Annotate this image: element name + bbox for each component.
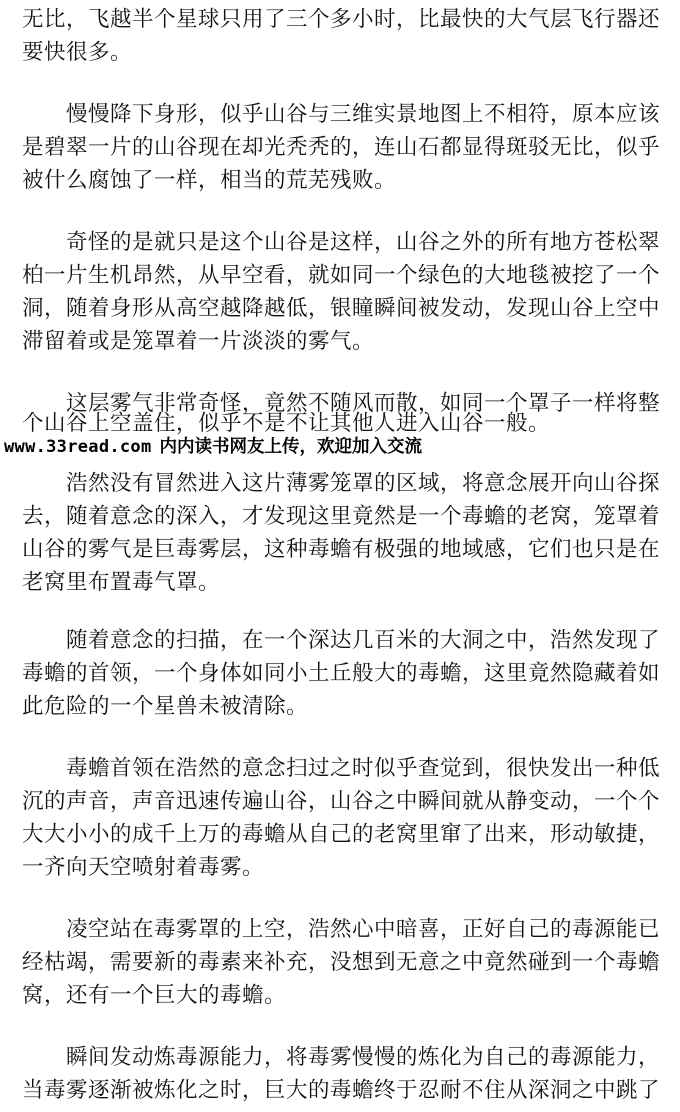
text-line: 要快很多。 <box>22 40 133 65</box>
text-line: 老窝里布置毒气罩。 <box>22 570 221 595</box>
text-line: 毒蟾首领在浩然的意念扫过之时似乎查觉到，很快发出一种低 <box>66 756 661 781</box>
text-line: 此危险的一个星兽未被清除。 <box>22 694 309 719</box>
text-line: 奇怪的是就只是这个山谷是这样，山谷之外的所有地方苍松翠 <box>66 230 661 255</box>
text-line: 瞬间发动炼毒源能力，将毒雾慢慢的炼化为自己的毒源能力， <box>66 1045 661 1070</box>
text-line: 洞，随着身形从高空越降越低，银瞳瞬间被发动，发现山谷上空中 <box>22 296 661 321</box>
text-line: 随着意念的扫描，在一个深达几百米的大洞之中，浩然发现了 <box>66 628 661 653</box>
text-line: 凌空站在毒雾罩的上空，浩然心中暗喜，正好自己的毒源能已 <box>66 917 661 942</box>
text-line: 滞留着或是笼罩着一片淡淡的雾气。 <box>22 329 375 354</box>
text-line: 慢慢降下身形，似乎山谷与三维实景地图上不相符，原本应该 <box>66 102 661 127</box>
text-line: 大大小小的成千上万的毒蟾从自己的老窝里窜了出来，形动敏捷， <box>22 822 661 847</box>
text-line: 窝，还有一个巨大的毒蟾。 <box>22 983 287 1008</box>
watermark-url: www.33read.com <box>4 437 152 457</box>
text-line: 山谷的雾气是巨毒雾层，这种毒蟾有极强的地域感，它们也只是在 <box>22 537 661 562</box>
text-line: 去，随着意念的深入，才发现这里竟然是一个毒蟾的老窝，笼罩着 <box>22 504 661 529</box>
text-line: 一齐向天空喷射着毒雾。 <box>22 855 265 880</box>
site-watermark <box>4 433 422 459</box>
text-line: 个山谷上空盖住，似乎不是不让其他人进入山谷一般。 <box>22 411 551 436</box>
text-line: 浩然没有冒然进入这片薄雾笼罩的区域，将意念展开向山谷探 <box>66 471 661 496</box>
text-line: 被什么腐蚀了一样，相当的荒芜残败。 <box>22 168 397 193</box>
text-line: 是碧翠一片的山谷现在却光秃秃的，连山石都显得斑驳无比，似乎 <box>22 135 661 160</box>
text-line: 当毒雾逐渐被炼化之时，巨大的毒蟾终于忍耐不住从深洞之中跳了 <box>22 1078 661 1103</box>
text-line: 柏一片生机昂然，从早空看，就如同一个绿色的大地毯被挖了一个 <box>22 263 661 288</box>
text-line: 无比，飞越半个星球只用了三个多小时，比最快的大气层飞行器还 <box>22 7 661 32</box>
watermark-text: 内内读书网友上传，欢迎加入交流 <box>159 437 422 457</box>
text-line: 沉的声音，声音迅速传遍山谷，山谷之中瞬间就从静变动，一个个 <box>22 789 661 814</box>
text-line: 经枯竭，需要新的毒素来补充，没想到无意之中竟然碰到一个毒蟾 <box>22 950 661 975</box>
text-line: 毒蟾的首领，一个身体如同小土丘般大的毒蟾，这里竟然隐藏着如 <box>22 661 661 686</box>
text-line: 这层雾气非常奇怪，竟然不随风而散，如同一个罩子一样将整 <box>66 391 661 416</box>
